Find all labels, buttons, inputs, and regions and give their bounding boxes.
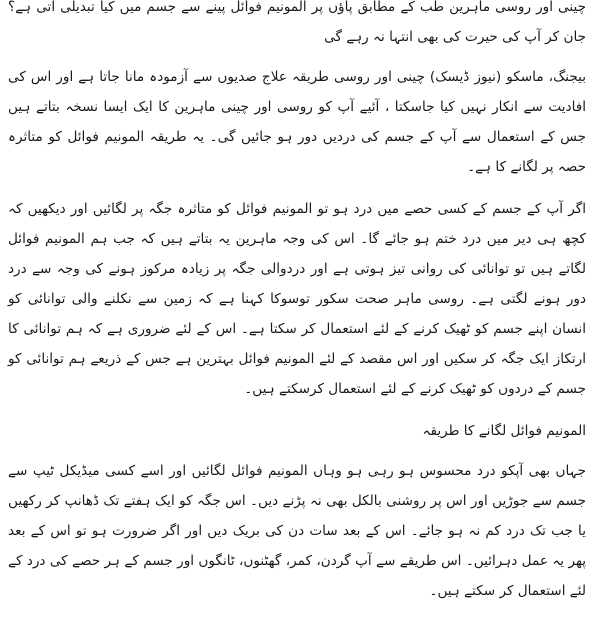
article-paragraph: اگر آپ کے جسم کے کسی حصے میں درد ہو تو المونیم فوائل کو متاثرہ جگہ پر لگائیں اور دیکھیں کہ کچھ ہی دیر میں درد ختم ہو جائے گا۔ اس کی وجہ ماہرین یہ بتاتے ہیں کہ جب ہم المونیم فوائل لگاتے ہیں تو توانائی کی روانی تیز ہوتی ہے اور دردوالی جگہ پر زیادہ مرکوز ہونے کی وجہ سے درد دور ہونے لگتی ہے۔ روسی ماہر صحت سکور توسوکا کہنا ہے کہ زمین سے نکلنے والی توانائی کو انسان اپنے جسم کو ٹھیک کرنے کے لئے استعمال کر سکتا ہے۔ اس کے لئے ضروری ہے کہ ہم توانائی کا ارتکاز ایک جگہ کر سکیں اور اس مقصد کے لئے المونیم فوائل بہترین ہے جس کے ذریعے ہم توانائی کو جسم کے دردوں کو ٹھیک کرنے کے لئے استعمال کرسکتے ہیں۔ [8, 201, 586, 397]
article-intro-headline: چینی اور روسی ماہرین طب کے مطابق پاؤں پر المونیم فوائل پینے سے جسم میں کیا تبدیلی آتی ہے؟ جان کر آپ کی حیرت کی بھی انتہا نہ رہے گی [8, 0, 586, 45]
article-paragraph: جہاں بھی آپکو درد محسوس ہو رہی ہو وہاں المونیم فوائل لگائیں اور اسے کسی میڈیکل ٹیپ سے جسم سے جوڑیں اور اس پر روشنی بالکل بھی نہ پڑنے دیں۔ اس جگہ کو ایک ہفتے تک ڈھانپ کر رکھیں یا جب تک درد کم نہ ہو جائے۔ اس کے بعد سات دن کی بریک دیں اور اگر ضرورت ہو تو اس کے بعد پھر یہ عمل دہرائیں۔ اس طریقے سے آپ گردن، کمر، گھٹنوں، ٹانگوں اور جسم کے ہر حصے کی درد کے لئے استعمال کر سکتے ہیں۔ [8, 463, 586, 599]
article-paragraph: بیجنگ، ماسکو (نیوز ڈیسک) چینی اور روسی طریقہ علاج صدیوں سے آزمودہ مانا جاتا ہے اور اس کی افادیت سے انکار نہیں کیا جاسکتا ، آئیے آپ کو روسی اور چینی ماہرین کا ایک ایسا نسخہ بتاتے ہیں جس کے استعمال سے آپ کے جسم کی دردیں دور ہو جائیں گی۔ یہ طریقہ المونیم فوائل کو متاثرہ حصہ پر لگانے کا ہے۔ [8, 69, 586, 175]
section-heading: المونیم فوائل لگانے کا طریقہ [422, 423, 586, 439]
